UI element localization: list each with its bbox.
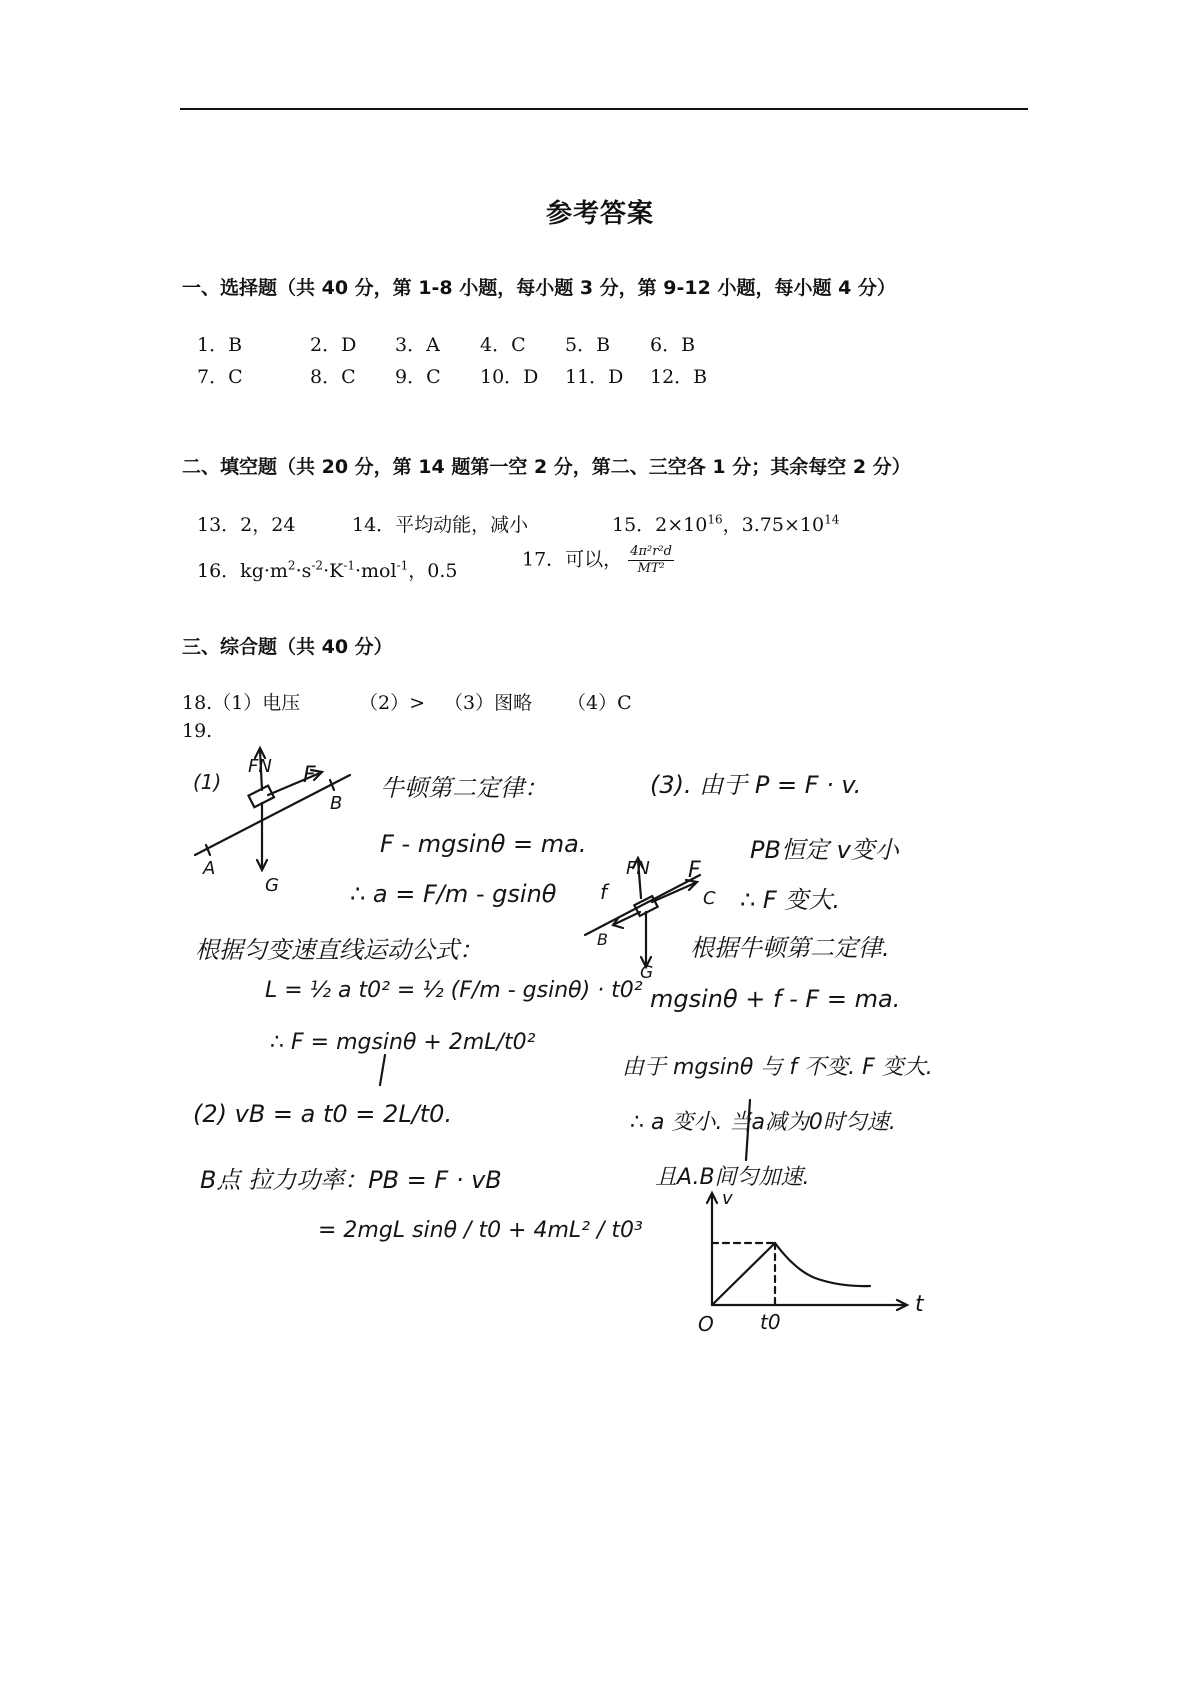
choice-item: 12．B xyxy=(650,366,708,388)
section-comprehensive-heading: 三、综合题（共 40 分） xyxy=(182,636,393,658)
q18-part: （3）图略 xyxy=(444,692,533,714)
hw-fn-label-left: FN xyxy=(248,756,272,777)
fill-q14: 14．平均动能，减小 xyxy=(352,514,529,536)
q18-part: 18.（1）电压 xyxy=(182,692,301,714)
section-fill-heading: 二、填空题（共 20 分，第 14 题第一空 2 分，第二、三空各 1 分；其余每空 2 分） xyxy=(182,456,911,478)
hw-a-label-left: A xyxy=(203,858,216,879)
hw-line: PB恒定 v变小 xyxy=(750,836,899,864)
hw-c-label-right: C xyxy=(703,888,716,909)
choice-item: 5．B xyxy=(565,334,611,356)
q17-fraction: $\frac{\text{4π²r²d}}{\text{MT²}}$ xyxy=(630,544,672,576)
fill-q16: 16．$kg\cdot m^2\cdot s^{-2}\cdot K^{-1}\cdot mol^{-1}$，0.5 xyxy=(197,558,458,582)
choice-item: 10．D xyxy=(480,366,539,388)
hw-b-label-right: B xyxy=(597,930,608,949)
hw-line: 由于 mgsinθ 与 f 不变. F 变大. xyxy=(622,1055,933,1080)
choice-item: 11．D xyxy=(565,366,624,388)
hw-friction-label: f xyxy=(600,880,608,904)
hw-line: B点 拉力功率：PB = F · vB xyxy=(200,1166,502,1194)
hw-line: ∴ F = mgsinθ + 2mL/t0² xyxy=(270,1030,536,1055)
hw-line: = 2mgL sinθ / t0 + 4mL² / t0³ xyxy=(318,1218,643,1243)
hw-line: ∴ a 变小. 当a减为0时匀速. xyxy=(630,1110,896,1135)
hw-line: 根据牛顿第二定律. xyxy=(690,934,890,962)
hw-graph-origin: O xyxy=(698,1312,714,1336)
page-title: 参考答案 xyxy=(545,199,654,229)
q18-part: （2）> xyxy=(359,692,426,714)
f-arrow-right xyxy=(652,883,695,902)
hw-graph-t0: t0 xyxy=(760,1310,781,1334)
hw-f-label-right: F xyxy=(688,858,701,883)
fill-q15: 15．$2\times 10^{16}$，$3.75\times 10^{14}$ xyxy=(612,512,840,536)
hw-line: L = ½ a t0² = ½ (F/m - gsinθ) · t0² xyxy=(265,978,643,1003)
q18-part: （4）C xyxy=(567,692,632,714)
hw-line: mgsinθ + f - F = ma. xyxy=(650,985,901,1013)
hw-g-label-left: G xyxy=(265,875,279,896)
choice-item: 1．B xyxy=(197,334,243,356)
hw-line: F - mgsinθ = ma. xyxy=(380,830,587,858)
choice-item: 9．C xyxy=(395,366,441,388)
hw-line: (3). 由于 P = F · v. xyxy=(650,771,862,799)
fill-q17: 17．可以， $\frac{\text{4π²r²d}}{\text{MT²}}$ xyxy=(522,544,672,576)
choice-item: 6．B xyxy=(650,334,696,356)
hw-line: ∴ a = F/m - gsinθ xyxy=(350,880,557,908)
hw-graph-v-label: v xyxy=(722,1188,733,1209)
section-choice-heading: 一、选择题（共 40 分，第 1-8 小题，每小题 3 分，第 9-12 小题，每小题 4 分） xyxy=(182,277,896,299)
hw-fn-label-right: FN xyxy=(626,858,650,879)
choice-item: 3．A xyxy=(395,334,440,356)
velocity-decay xyxy=(775,1243,870,1286)
hw-part1-label: (1) xyxy=(193,770,222,794)
choice-item: 4．C xyxy=(480,334,526,356)
choice-item: 8．C xyxy=(310,366,356,388)
hw-g-label-right: G xyxy=(640,963,654,983)
fill-q13: 13．2，24 xyxy=(197,514,296,536)
choice-item: 7．C xyxy=(197,366,243,388)
hw-f-label-left: F xyxy=(303,763,316,788)
hw-line: 牛顿第二定律： xyxy=(380,774,548,802)
velocity-rise xyxy=(712,1243,775,1305)
hw-line: 根据匀变速直线运动公式： xyxy=(195,936,483,964)
hw-line: 且A.B间匀加速. xyxy=(655,1165,810,1190)
hw-graph-t-label: t xyxy=(915,1292,924,1317)
hw-line: (2) vB = a t0 = 2L/t0. xyxy=(193,1100,453,1128)
q19-label: 19. xyxy=(182,720,213,742)
hw-line: ∴ F 变大. xyxy=(740,886,840,914)
choice-item: 2．D xyxy=(310,334,357,356)
hw-b-label-left: B xyxy=(330,793,343,814)
